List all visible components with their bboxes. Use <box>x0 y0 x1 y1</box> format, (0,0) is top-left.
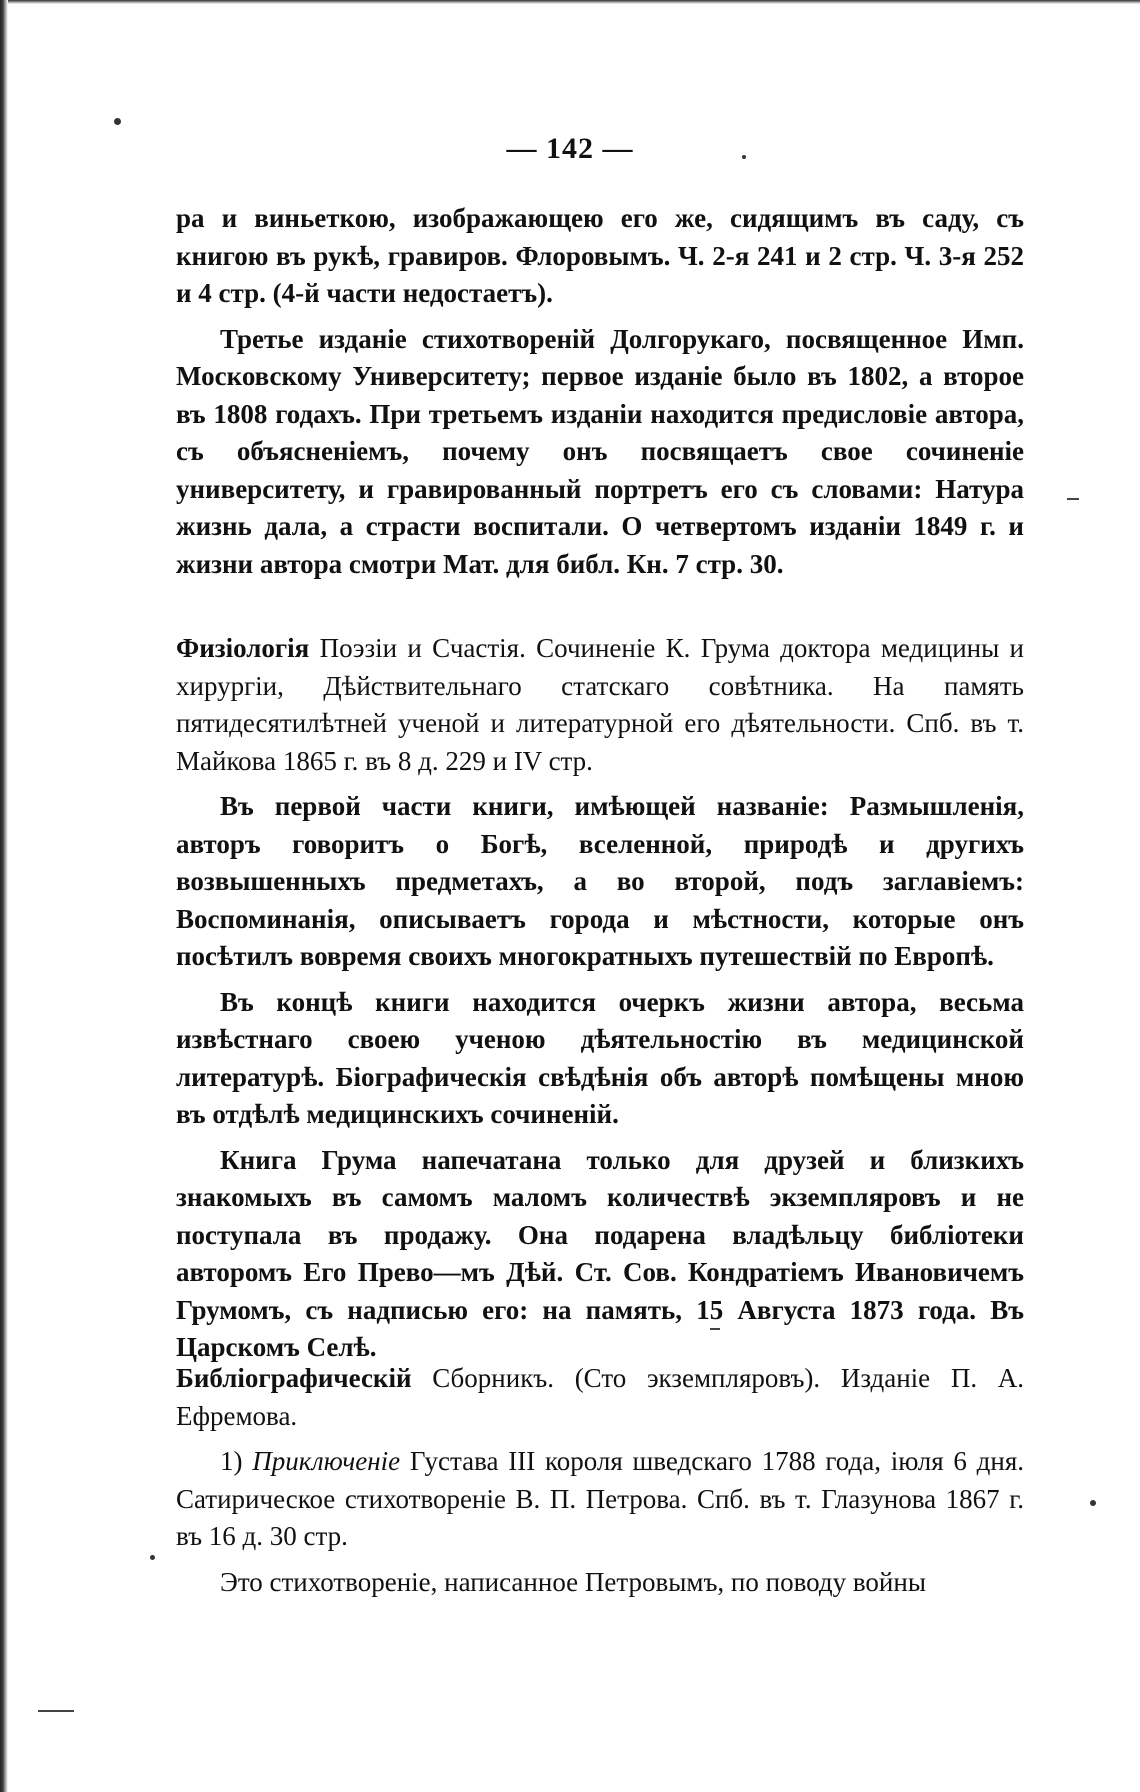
entry-continuation-lines: ра и виньеткою, изображающею его же, сидящимъ въ саду, съ книгою въ рукѣ, гравиров. Флоровымъ. Ч. 2-я 241 и 2 стр. Ч. 3-я 252 и 4 стр. (4-й части недостаетъ). <box>176 203 1024 308</box>
entry-physiology-paragraph-3: Книга Грума напечатана только для друзей и близкихъ знакомыхъ въ самомъ маломъ количествѣ экземпляровъ и не поступала въ продажу. Она подарена владѣльцу библіотеки авторомъ Его Прево—мъ Дѣй. Ст. Сов. Кондратіемъ Ивановичемъ Грумомъ, съ надписью его: на память, 15 Августа 1873 года. Въ Царскомъ Селѣ. <box>176 1144 1024 1362</box>
entry-physiology-title-lead: Физіологія <box>176 633 310 663</box>
scan-top-edge <box>0 0 1140 4</box>
page-number: — 142 — <box>506 132 634 165</box>
scan-mark <box>1067 498 1079 500</box>
entry-continuation-paragraph: Третье изданіе стихотвореній Долгорукаго, посвященное Имп. Московскому Университету; первое изданіе было въ 1802, а второе въ 1808 годахъ. При третьемъ изданіи находится предисловіе автора, съ объясненіемъ, почему онъ посвящаетъ свое сочиненіе университету, и гравированный портретъ его съ словами: Натура жизнь дала, а страсти воспитали. О четвертомъ изданіи 1849 г. и жизни автора смотри Мат. для библ. Кн. 7 стр. 30. <box>176 323 1024 579</box>
scan-speck <box>1090 1500 1096 1506</box>
entry-bibliography <box>176 1360 1024 1609</box>
entry-bibliography-title-rest: Сборникъ. (Сто экземпляровъ). Изданіе П. А. Ефремова. <box>176 1363 1024 1431</box>
entry-bibliography-paragraph-1: Это стихотвореніе, написанное Петровымъ, по поводу войны <box>220 1566 926 1597</box>
entry-bibliography-item-1-rest: Густава III короля шведскаго 1788 года, іюля 6 дня. Сатирическое стихотвореніе В. П. Петрова. Спб. въ т. Глазунова 1867 г. въ 16 д. 30 стр. <box>176 1446 1024 1551</box>
entry-bibliography-title-lead: Библіографическій <box>176 1363 412 1393</box>
scan-speck <box>742 155 746 159</box>
entry-bibliography-item-1-number: 1) <box>220 1446 253 1476</box>
scan-mark <box>38 1710 74 1712</box>
entry-physiology-heading <box>176 630 1024 780</box>
entry-physiology <box>176 630 1024 1375</box>
entry-continuation <box>176 200 1024 591</box>
entry-bibliography-item-1-title: Приключеніе <box>252 1446 401 1476</box>
entry-physiology-paragraph-2: Въ концѣ книги находится очеркъ жизни автора, весьма извѣстнаго своею ученою дѣятельностію въ медицинской литературѣ. Біографическія свѣдѣнія объ авторѣ помѣщены мною въ отдѣлѣ медицинскихъ сочиненій. <box>176 986 1024 1129</box>
scan-speck <box>114 118 121 125</box>
entry-bibliography-item-1 <box>176 1443 1024 1556</box>
entry-bibliography-heading <box>176 1360 1024 1435</box>
entry-physiology-title-rest: Поэзіи и Счастія. Сочиненіе К. Грума доктора медицины и хирургіи, Дѣйствительнаго статскаго совѣтника. На память пятидесятилѣтней ученой и литературной его дѣятельности. Спб. въ т. Майкова 1865 г. въ 8 д. 229 и IV стр. <box>176 633 1024 776</box>
scan-mark <box>710 1328 720 1330</box>
scan-speck <box>150 1555 155 1560</box>
scan-binding-edge <box>0 0 8 1792</box>
entry-physiology-paragraph-1: Въ первой части книги, имѣющей названіе: Размышленія, авторъ говоритъ о Богѣ, вселенной, природѣ и другихъ возвышенныхъ предметахъ, а во второй, подъ заглавіемъ: Воспоминанія, описываетъ города и мѣстности, которые онъ посѣтилъ вовремя своихъ многократныхъ путешествій по Европѣ. <box>176 791 1024 971</box>
